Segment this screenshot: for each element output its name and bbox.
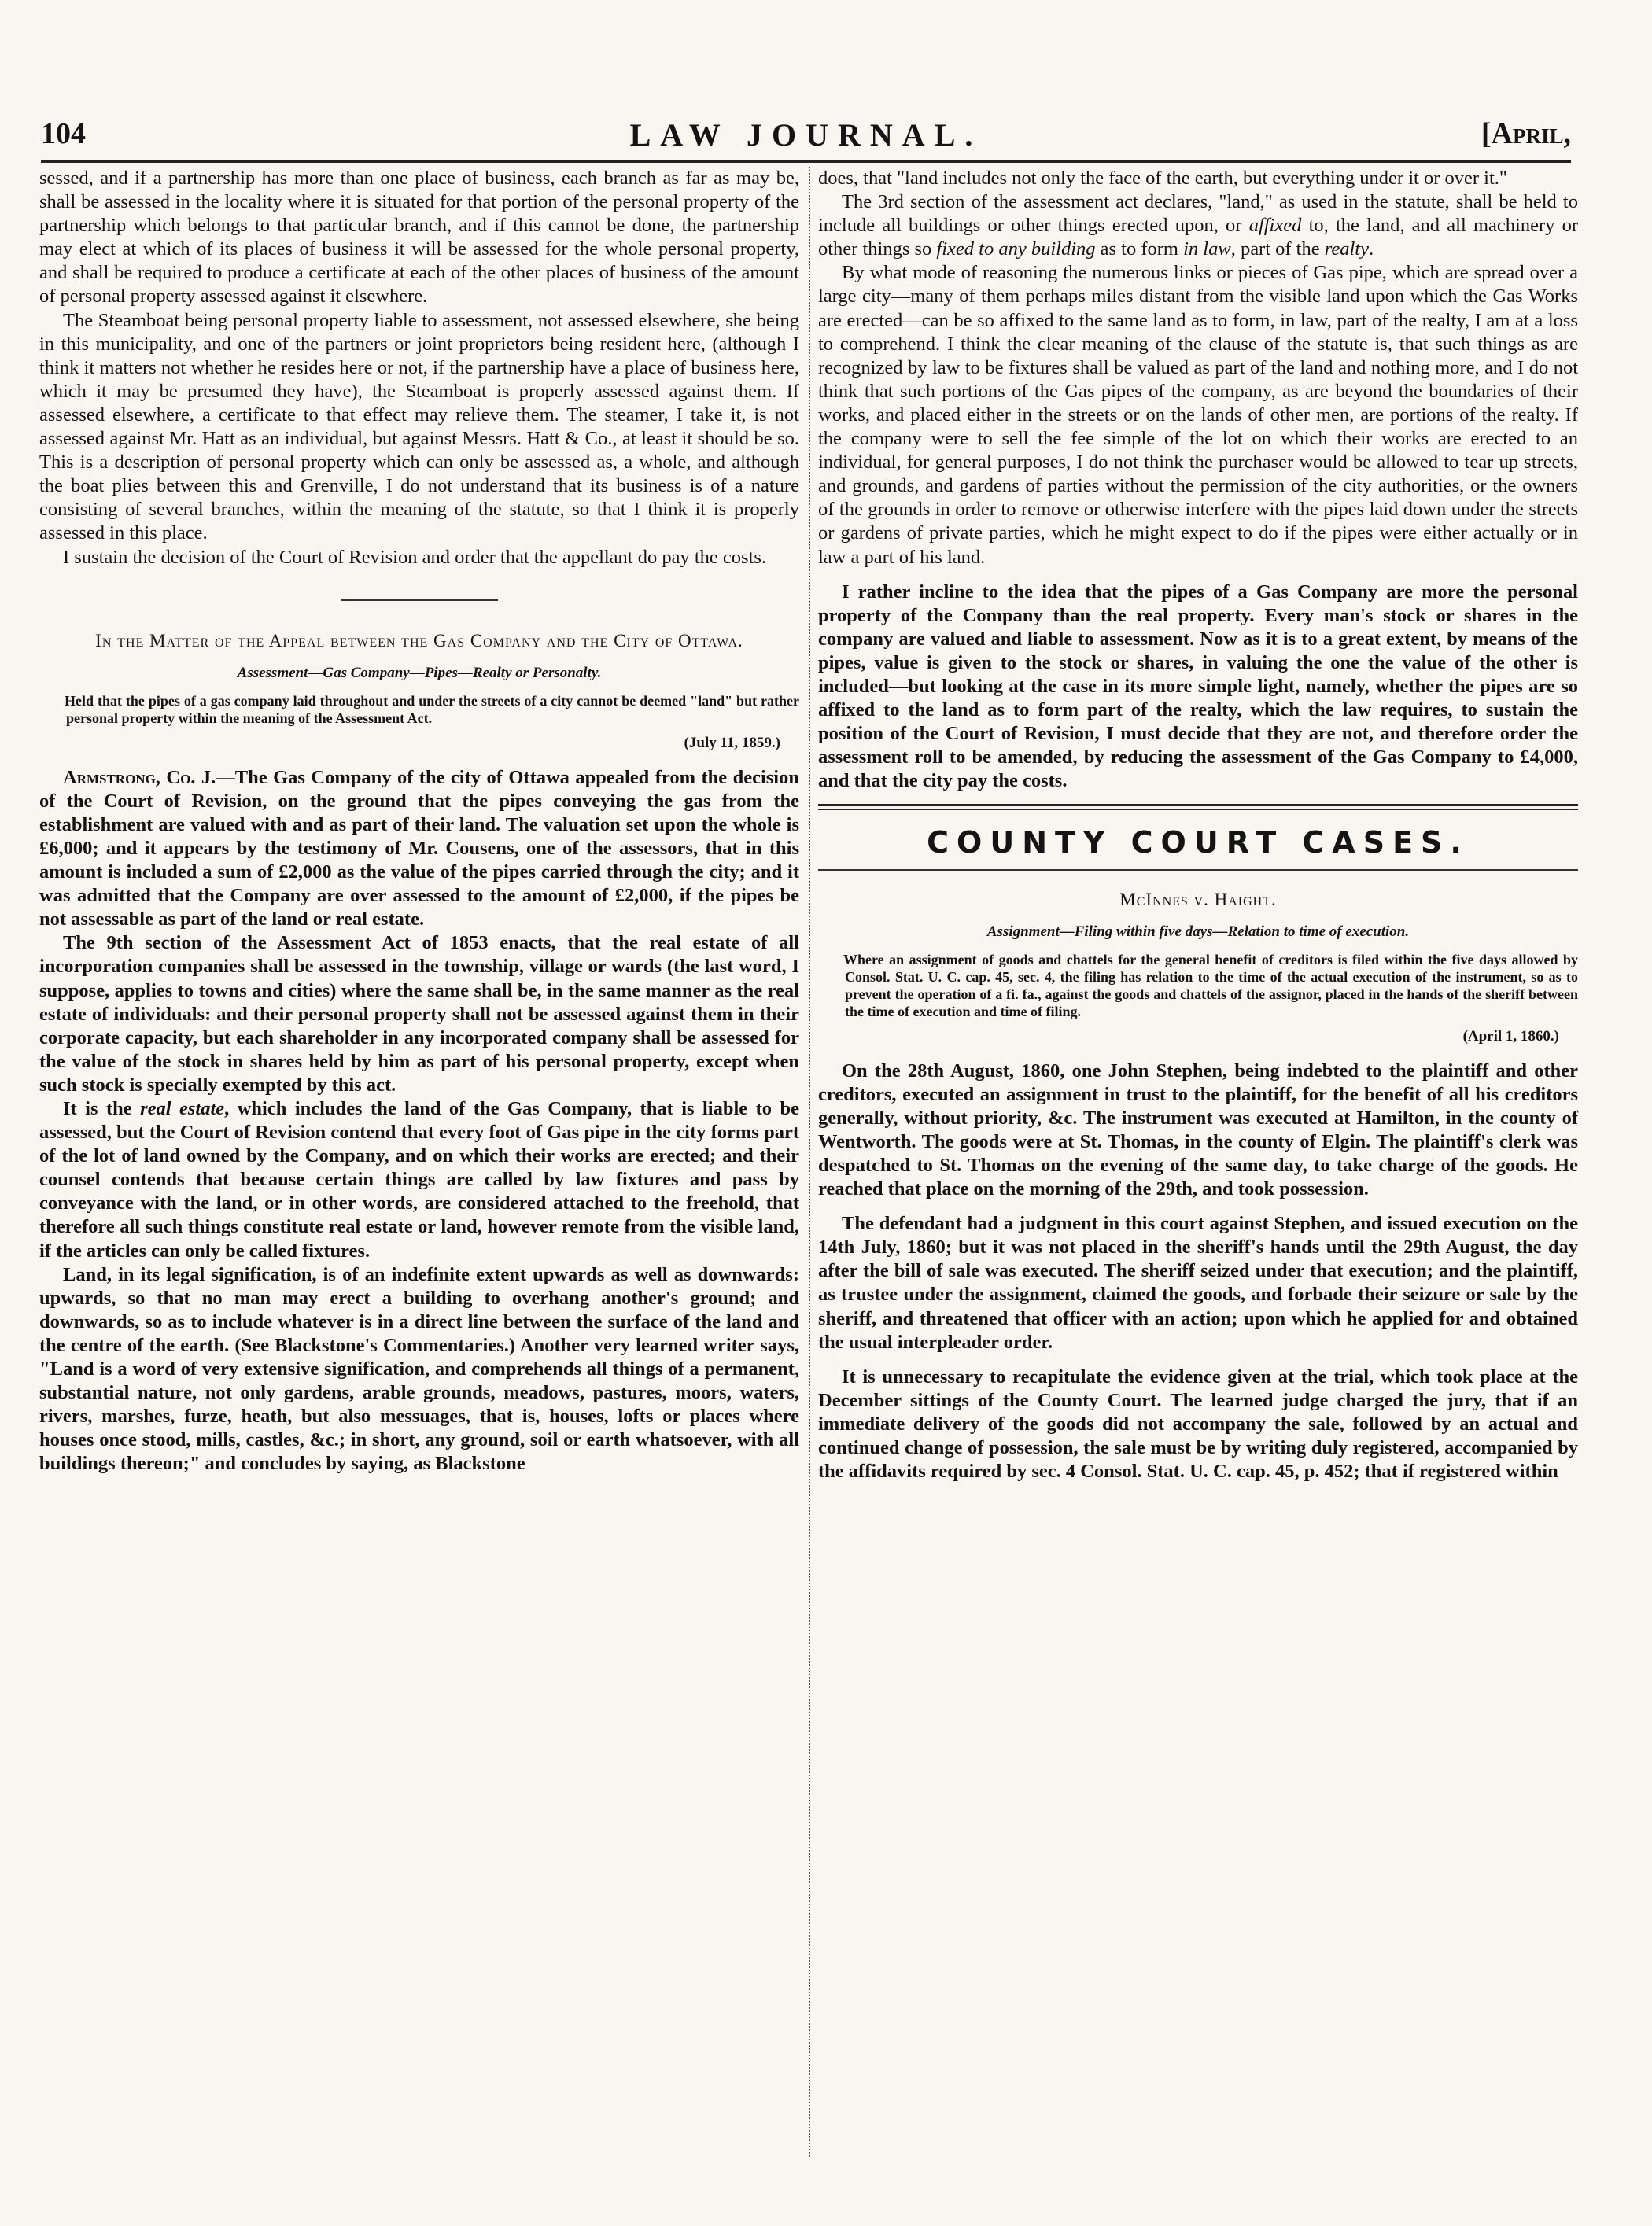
left-paragraph-6-a: It is the [63, 1098, 141, 1119]
left-paragraph-2: The Steamboat being personal property liable to assessment, not assessed elsewhere, she being in this municipality, and one of the partners or joint proprietors being resident here, (although I think it matters not whether he resides here or not, if the partnership have a place of business here, which it may be presumed they have), the Steamboat is properly assessed against them. If assessed elsewhere, a certificate to that effect may relieve them. The steamer, I take it, is not assessed against Mr. Hatt as an individual, but against Messrs. Hatt & Co., at least it should be so. This is a description of personal property which can only be assessed as, a whole, and although the boat plies between this and Grenville, I do not understand that its business is of a nature consisting of several branches, within the meaning of the statute, so that I think it is properly assessed in this place. [39, 309, 799, 544]
judge-name: Armstrong, Co. J. [63, 766, 216, 788]
right-paragraph-2-em-2: fixed to any building [936, 238, 1096, 260]
right-paragraph-5: On the 28th August, 1860, one John Stephen, being indebted to the plaintiff and other creditors, executed an assignment in trust to the plaintiff, for the benefit of all his creditors generally, without priority, &c. The instrument was executed at Hamilton, in the county of Wentworth. The goods were at St. Thomas, in the county of Elgin. The plaintiff's clerk was despatched to St. Thomas on the evening of the same day, to take charge of the goods. He reached that place on the morning of the 29th, and took possession. [818, 1060, 1578, 1200]
right-paragraph-2-em-1: affixed [1248, 215, 1302, 237]
right-paragraph-4: I rather incline to the idea that the pipes of a Gas Company are more the personal property of the Company than the real property. Every man's stock or shares in the company are valued and liable to assessment. Now as it is to a great extent, by means of the pipes, value is given to the stock or shares, in valuing the one the value of the other is included—but looking at the case in its more simple light, namely, whether the pipes are so affixed to the land as to form part of the realty, which the law requires, to sustain the position of the Court of Revision, I must decide that they are not, and therefore order the assessment roll to be amended, by reducing the assessment of the Gas Company to £4,000, and that the city pay the costs. [818, 580, 1578, 792]
left-paragraph-3: I sustain the decision of the Court of Revision and order that the appellant do pay the costs. [63, 546, 767, 568]
page-header [41, 116, 1571, 156]
left-column [39, 167, 799, 2165]
case-separator [341, 599, 498, 601]
right-column [818, 167, 1578, 2165]
right-paragraph-2-d: , part of the [1230, 238, 1325, 260]
section-title-county-court: COUNTY COURT CASES. [927, 825, 1469, 861]
right-paragraph-3: By what mode of reasoning the numerous links or pieces of Gas pipe, which are spread over a large city—many of them perhaps miles distant from the visible land upon which the Gas Works are erected—can be so affixed to the same land as to form, in law, part of the realty, I am at a loss to comprehend. I think the clear meaning of the clause of the statute is, that such things as are recognized by law to be fixtures shall be valued as part of the land and nothing more, and I do not think that such portions of the Gas pipes of the company, as are beyond the boundaries of their works, and placed either in the streets or on the lands of other men, are portions of the realty. If the company were to sell the fee simple of the lot on which their works are erected to an individual, for general purposes, I do not think the purchaser would be allowed to tear up streets, and grounds, and gardens of parties without the permission of the city authorities, or the owners of the grounds in order to remove or otherwise interfere with the pipes laid down under the streets or gardens of private parties, which he might expect to do if the pipes were either actually or in law a part of his land. [818, 262, 1578, 568]
paragraph-gap [818, 1354, 1578, 1365]
case-headnote: Assessment—Gas Company—Pipes—Realty or Personalty. [237, 664, 602, 681]
right-paragraph-2 [818, 190, 1578, 261]
right-paragraph-2-b: to, the land, and all machinery or other things so [818, 215, 1578, 260]
left-paragraph-6-emphasis: real estate [140, 1098, 225, 1119]
right-paragraph-6: The defendant had a judgment in this court against Stephen, and issued execution on the 14th July, 1860; but it was not placed in the sheriff's hands until the 29th August, the day after the bill of sale was executed. The sheriff seized under that execution; and the plaintiff, as trustee under the assignment, claimed the goods, and forbade their seizure or sale by the sheriff, and threatened that officer with an action; upon which he applied for and obtained the usual interpleader order. [818, 1213, 1578, 1353]
right-paragraph-2-em-4: realty [1324, 238, 1369, 260]
left-paragraph-6-b: , which includes the land of the Gas Company, that is liable to be assessed, but the Court of Revision contend that every foot of Gas pipe in the city forms part of the lot of land owned by the Company, and on which their works are erected; and their counsel contends that because certain things are called by law fixtures and pass by conveyance with the land, or in other words, are considered attached to the freehold, that therefore all such things constitute real estate or land, however remote from the visible land, if the articles can only be called fixtures. [39, 1098, 799, 1262]
decision-date-mcinnes: (April 1, 1860.) [1462, 1027, 1559, 1045]
header-rule [41, 160, 1571, 163]
paragraph-gap [818, 569, 1578, 580]
paragraph-gap [818, 1201, 1578, 1212]
judgment-paragraph [39, 766, 799, 932]
page-number: 104 [41, 117, 86, 150]
left-paragraph-7: Land, in its legal signification, is of an indefinite extent upwards as well as downwards: upwards, so that no man may erect a building to overhang another's ground; and downwards, so as to include whatever is in a direct line between the surface of the land and the centre of the earth. (See Blackstone's Commentaries.) Another very learned writer says, "Land is a word of very extensive signification, and comprehends all things of a permanent, substantial nature, not only gardens, arable grounds, meadows, pastures, moors, waters, rivers, marshes, furze, heath, but also messuages, that is, houses, lofts or places where houses once stood, mills, castles, &c.; in short, any ground, soil or earth whatsoever, with all buildings thereon;" and concludes by saying, as Blackstone [39, 1263, 799, 1475]
section-double-rule [818, 804, 1578, 810]
case-headnote-mcinnes: Assignment—Filing within five days—Relation to time of execution. [986, 923, 1410, 940]
right-paragraph-2-em-3: in law [1183, 238, 1231, 260]
column-divider [809, 167, 810, 2157]
right-paragraph-2-a: The 3rd section of the assessment act declares, "land," as used in the statute, shall be held to include all buildings or other things erected upon, or [818, 191, 1578, 237]
right-paragraph-2-e: . [1369, 238, 1374, 260]
held-note: Held that the pipes of a gas company laid throughout and under the streets of a city cannot be deemed "land" but rather personal property within the meaning of the Assessment Act. [65, 692, 799, 726]
right-paragraph-1: does, that "land includes not only the face of the earth, but everything under it or over it." [818, 168, 1507, 189]
held-note-mcinnes: Where an assignment of goods and chattels for the general benefit of creditors is filed within the five days allowed by Consol. Stat. U. C. cap. 45, sec. 4, the filing has relation to the time of the actual execution of the instrument, so as to prevent the operation of a fi. fa., against the goods and chattels of the assignor, placed in the hands of the sheriff between the time of execution and time of filing. [843, 951, 1578, 1019]
right-paragraph-2-c: as to form [1095, 238, 1184, 260]
right-paragraph-7: It is unnecessary to recapitulate the evidence given at the trial, which took place at the December sittings of the County Court. The learned judge charged the jury, that if an immediate delivery of the goods did not accompany the sale, followed by an actual and continued change of possession, the sale must be by writing duly registered, accompanied by the affidavits required by sec. 4 Consol. Stat. U. C. cap. 45, p. 452; that if registered within [818, 1365, 1578, 1483]
case-title-gas-company: In the Matter of the Appeal between the Gas Company and the City of Ottawa. [95, 630, 743, 650]
month-label: [April, [1481, 117, 1571, 150]
left-paragraph-6 [39, 1097, 799, 1263]
left-paragraph-5: The 9th section of the Assessment Act of 1853 enacts, that the real estate of all incorporation companies shall be assessed in the township, village or wards (the last word, I suppose, applies to towns and cities) where the same shall be, in the same manner as the real estate of individuals: and their personal property shall not be assessed against them in their corporate capacity, but each shareholder in any incorporated company shall be assessed for the value of the stock in shares held by him as part of his personal property, except when such stock is specially exempted by this act. [39, 932, 799, 1096]
judgment-text: —The Gas Company of the city of Ottawa appealed from the decision of the Court of Revision, on the ground that the pipes conveying the gas from the establishment are valued with and as part of their land. The valuation set upon the whole is £6,000; and it appears by the testimony of Mr. Cousens, one of the assessors, that in this amount is included a sum of £2,000 as the value of the pipes carried through the city; and it was admitted that the Company are over assessed to the amount of £2,000, if the pipes be not assessable as part of the land or real estate. [39, 766, 799, 931]
section-rule [818, 869, 1578, 871]
running-title: LAW JOURNAL. [629, 117, 983, 153]
left-paragraph-1: sessed, and if a partnership has more than one place of business, each branch as far as may be, shall be assessed in the locality where it is situated for that portion of the personal property of the partnership which belongs to that particular branch, and if this cannot be done, the partnership may elect at which of its places of business it will be assessed for the whole personal property, and shall be required to produce a certificate at each of the other places of business of the amount of personal property assessed against it elsewhere. [39, 168, 799, 308]
decision-date: (July 11, 1859.) [684, 734, 780, 751]
case-title-mcinnes: McInnes v. Haight. [1119, 889, 1277, 909]
